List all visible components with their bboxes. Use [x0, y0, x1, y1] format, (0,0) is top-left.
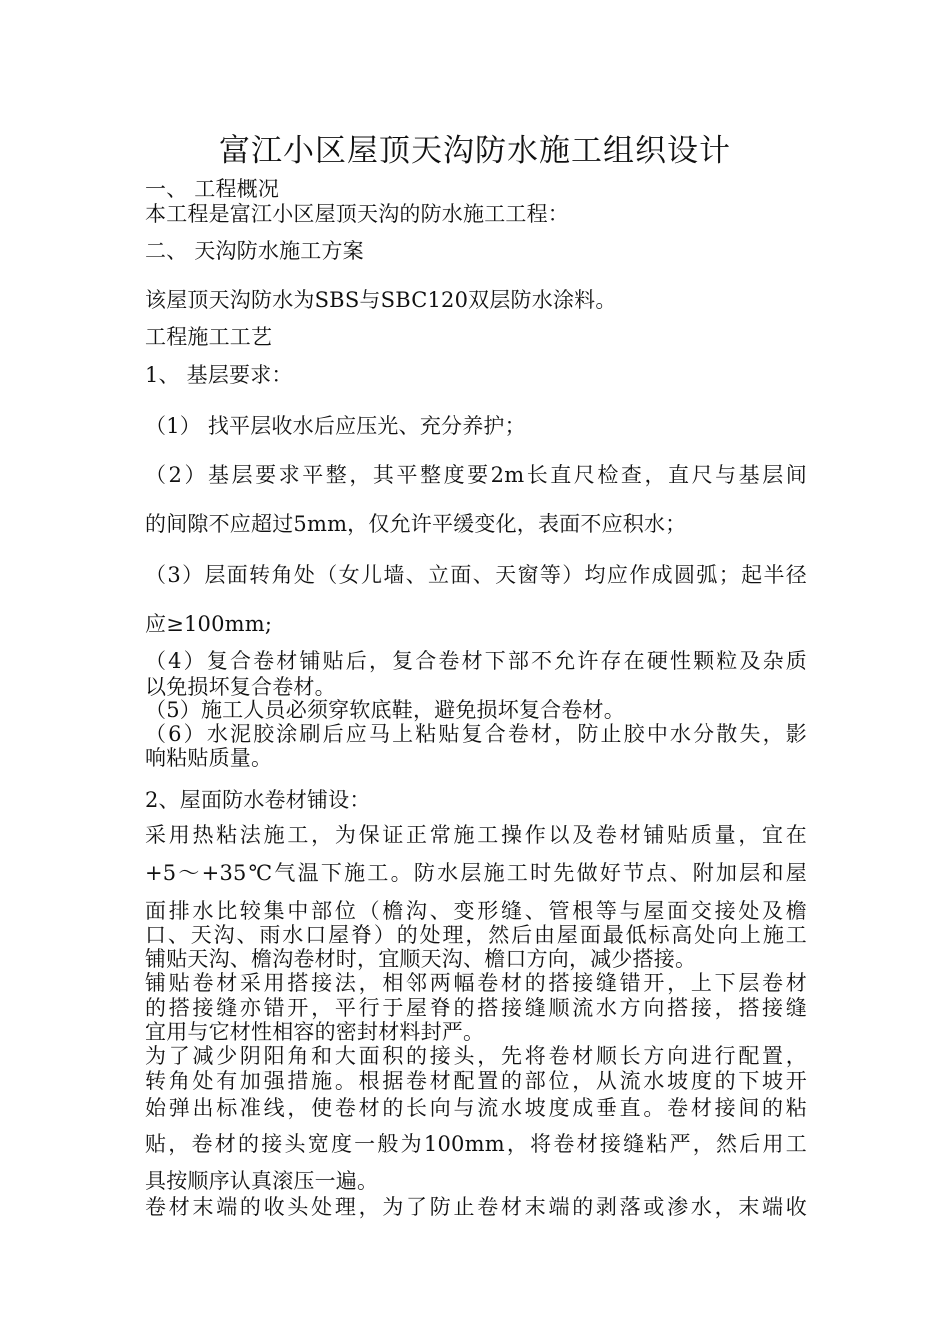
list-item-continuation: 响粘贴质量。 — [145, 746, 273, 770]
list-item: （5）施工人员必须穿软底鞋，避免损坏复合卷材。 — [145, 698, 625, 722]
paragraph-line: 铺贴天沟、檐沟卷材时，宜顺天沟、檐口方向，减少搭接。 — [145, 947, 697, 971]
list-item: （1） 找平层收水后应压光、充分养护； — [145, 414, 526, 438]
list-item-continuation: 以免损坏复合卷材。 — [145, 675, 336, 699]
subheading-process: 工程施工工艺 — [145, 325, 273, 349]
paragraph-line: 具按顺序认真滚压一遍。 — [145, 1169, 379, 1193]
heading-project-overview: 一、 工程概况 — [145, 177, 280, 201]
list-item: （4）复合卷材铺贴后，复合卷材下部不允许存在硬性颗粒及杂质 — [145, 649, 807, 673]
paragraph-line: 卷材末端的收头处理，为了防止卷材末端的剥落或渗水，末端收 — [145, 1195, 807, 1219]
heading-construction-plan: 二、 天沟防水施工方案 — [145, 239, 364, 263]
list-item: （2）基层要求平整，其平整度要2m长直尺检查，直尺与基层间 — [145, 463, 807, 487]
list-item-continuation: 应≥100mm; — [145, 612, 273, 636]
subheading-base-requirements: 1、 基层要求： — [145, 363, 293, 387]
paragraph-line: 贴，卷材的接头宽度一般为100mm，将卷材接缝粘严，然后用工 — [145, 1132, 807, 1156]
list-item-continuation: 的间隙不应超过5mm，仅允许平缓变化，表面不应积水； — [145, 512, 687, 536]
document-title: 富江小区屋顶天沟防水施工组织设计 — [219, 133, 731, 169]
paragraph-line: 铺贴卷材采用搭接法，相邻两幅卷材的搭接缝错开，上下层卷材 — [145, 971, 807, 995]
paragraph-line: +5～+35℃气温下施工。防水层施工时先做好节点、附加层和屋 — [145, 861, 807, 885]
subheading-membrane-laying: 2、屋面防水卷材铺设： — [145, 788, 371, 812]
paragraph-line: 的搭接缝亦错开，平行于屋脊的搭接缝顺流水方向搭接，搭接缝 — [145, 996, 807, 1020]
list-item: （3）层面转角处（女儿墙、立面、天窗等）均应作成圆弧；起半径 — [145, 563, 807, 587]
paragraph-line: 采用热粘法施工，为保证正常施工操作以及卷材铺贴质量，宜在 — [145, 823, 807, 847]
paragraph-line: 转角处有加强措施。根据卷材配置的部位，从流水坡度的下坡开 — [145, 1069, 807, 1093]
paragraph-line: 始弹出标准线，使卷材的长向与流水坡度成垂直。卷材接间的粘 — [145, 1096, 807, 1120]
paragraph-line: 宜用与它材性相容的密封材料封严。 — [145, 1020, 485, 1044]
paragraph-line: 面排水比较集中部位（檐沟、变形缝、管根等与屋面交接处及檐 — [145, 899, 807, 923]
paragraph-line: 本工程是富江小区屋顶天沟的防水施工工程： — [145, 202, 569, 226]
paragraph-line: 为了减少阴阳角和大面积的接头，先将卷材顺长方向进行配置， — [145, 1044, 807, 1068]
list-item: （6）水泥胶涂刷后应马上粘贴复合卷材，防止胶中水分散失，影 — [145, 722, 807, 746]
paragraph-line: 口、天沟、雨水口屋脊）的处理，然后由屋面最低标高处向上施工 — [145, 923, 807, 947]
paragraph-line: 该屋顶天沟防水为SBS与SBC120双层防水涂料。 — [145, 288, 617, 312]
